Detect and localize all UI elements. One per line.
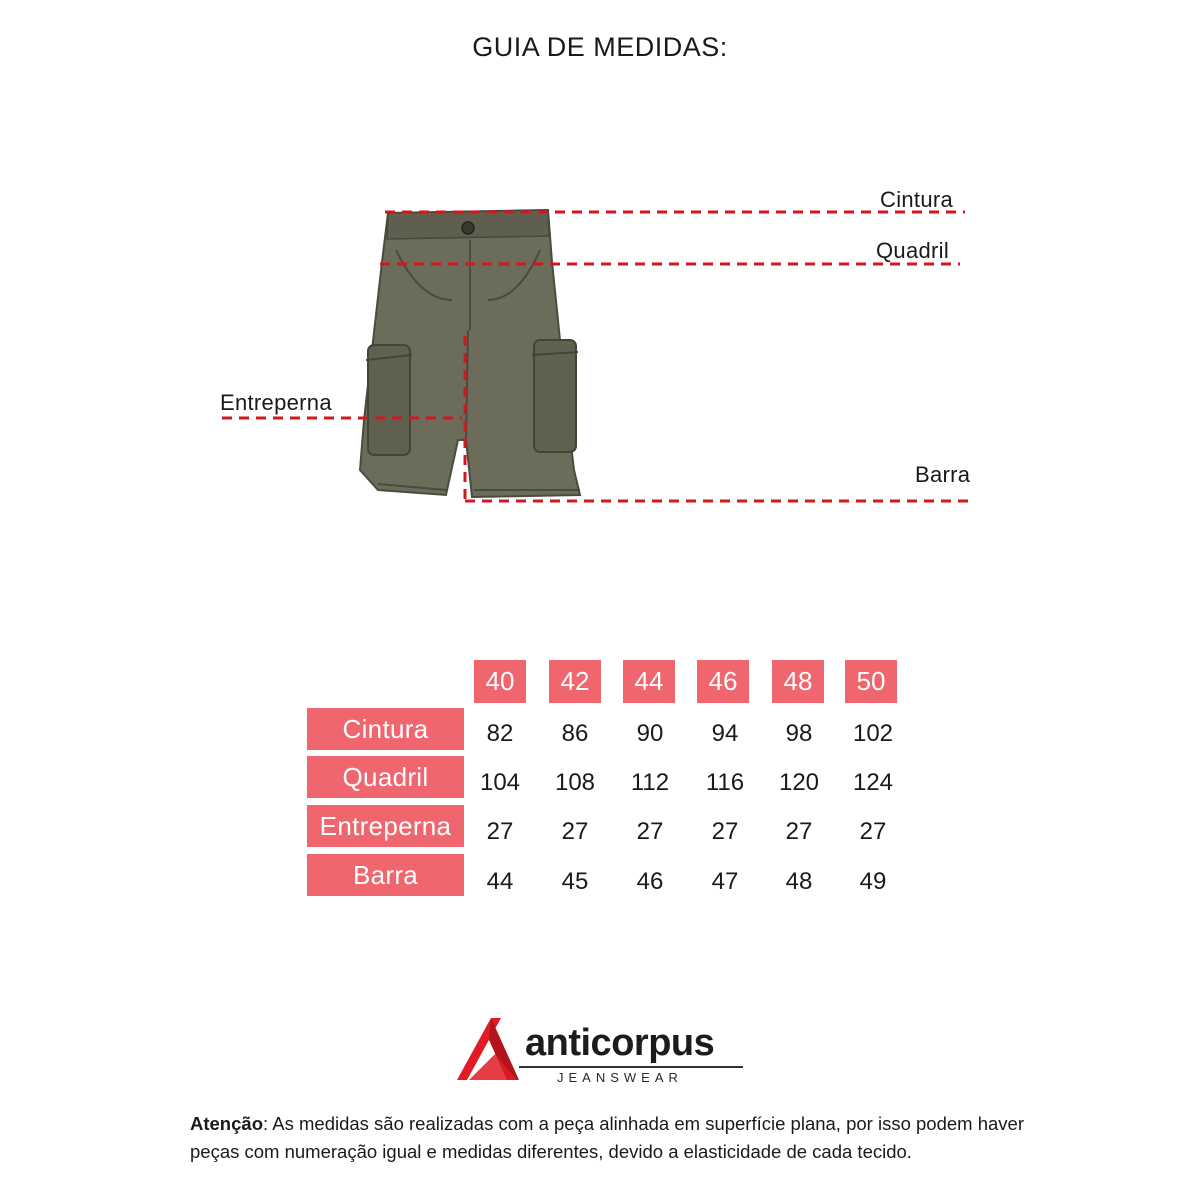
- size-header-50: 50: [845, 660, 897, 703]
- table-cell: 27: [636, 818, 664, 845]
- table-cell: 124: [852, 769, 894, 796]
- size-header-48: 48: [772, 660, 824, 703]
- table-cell: 90: [636, 720, 664, 747]
- table-cell: 48: [785, 868, 813, 895]
- cintura-label: Cintura: [880, 187, 954, 212]
- anticorpus-logo-icon: [455, 1014, 525, 1084]
- entreperna-label: Entreperna: [220, 390, 332, 415]
- attention-notice: [190, 1110, 1030, 1166]
- row-header-quadril: Quadril: [307, 756, 464, 798]
- row-header-barra: Barra: [307, 854, 464, 896]
- table-cell: 46: [636, 868, 664, 895]
- table-cell: 27: [486, 818, 514, 845]
- logo-divider: [519, 1066, 743, 1068]
- table-cell: 27: [785, 818, 813, 845]
- table-cell: 27: [561, 818, 589, 845]
- table-cell: 108: [554, 769, 596, 796]
- table-cell: 49: [859, 868, 887, 895]
- table-cell: 82: [486, 720, 514, 747]
- table-cell: 98: [785, 720, 813, 747]
- table-cell: 94: [711, 720, 739, 747]
- table-cell: 102: [852, 720, 894, 747]
- size-header-46: 46: [697, 660, 749, 703]
- measurement-lines: [222, 212, 975, 501]
- notice-label: Atenção: [190, 1113, 263, 1134]
- table-cell: 86: [561, 720, 589, 747]
- shorts-measurement-diagram: [0, 0, 1200, 560]
- quadril-label: Quadril: [876, 238, 950, 263]
- logo-wordmark: anticorpus: [525, 1022, 715, 1064]
- size-header-44: 44: [623, 660, 675, 703]
- page-title: GUIA DE MEDIDAS:: [472, 32, 728, 62]
- table-cell: 44: [486, 868, 514, 895]
- row-header-cintura: Cintura: [307, 708, 464, 750]
- size-header-40: 40: [474, 660, 526, 703]
- table-cell: 104: [479, 769, 521, 796]
- cargo-shorts-illustration: [360, 210, 580, 497]
- table-cell: 27: [711, 818, 739, 845]
- table-cell: 112: [630, 769, 670, 796]
- size-header-42: 42: [549, 660, 601, 703]
- barra-label: Barra: [915, 462, 971, 487]
- table-cell: 116: [705, 769, 745, 796]
- table-cell: 45: [561, 868, 589, 895]
- notice-text: : As medidas são realizadas com a peça alinhada em superfície plana, por isso podem haver peças com numeração igual e medidas diferentes, devido a elasticidade de cada tecido.: [190, 1113, 1024, 1162]
- brand-logo: [455, 1010, 755, 1085]
- row-header-entreperna: Entreperna: [307, 805, 464, 847]
- logo-subtitle: JEANSWEAR: [557, 1070, 683, 1085]
- table-cell: 120: [778, 769, 820, 796]
- table-cell: 47: [711, 868, 739, 895]
- table-cell: 27: [859, 818, 887, 845]
